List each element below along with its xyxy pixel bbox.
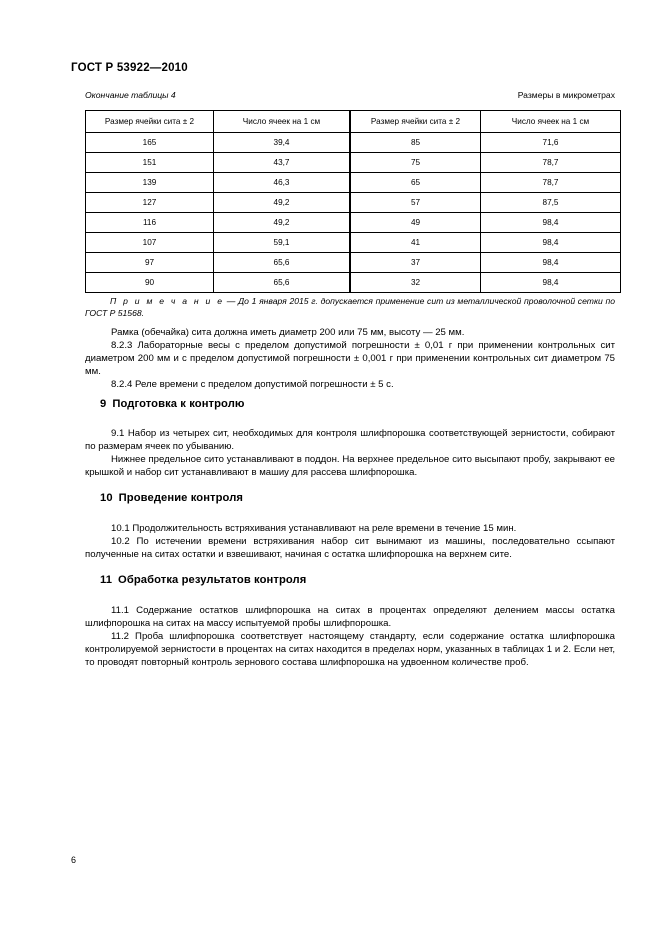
note-dash: — — [224, 296, 239, 306]
cell-mesh-count-2: 78,7 — [481, 153, 621, 173]
section-title-9: Подготовка к контролю — [112, 398, 245, 410]
cell-mesh-size-2: 41 — [350, 233, 481, 253]
cell-mesh-size-1: 151 — [86, 153, 214, 173]
paragraph-frame: Рамка (обечайка) сита должна иметь диаметр 200 или 75 мм, высоту — 25 мм. — [111, 327, 465, 338]
cell-mesh-count-2: 98,4 — [481, 253, 621, 273]
standard-header: ГОСТ Р 53922—2010 — [71, 62, 188, 74]
cell-mesh-count-1: 49,2 — [214, 193, 351, 213]
cell-mesh-size-1: 127 — [86, 193, 214, 213]
table-row — [86, 213, 621, 233]
column-header-mesh-count-1: Число ячеек на 1 см — [214, 111, 351, 133]
cell-mesh-size-1: 139 — [86, 173, 214, 193]
cell-mesh-count-2: 98,4 — [481, 273, 621, 293]
cell-mesh-count-2: 87,5 — [481, 193, 621, 213]
note-label: П р и м е ч а н и е — [110, 296, 225, 306]
table-caption — [85, 90, 615, 100]
section-number-10: 10 — [100, 492, 113, 504]
paragraph-10-1: 10.1 Продолжительность встряхивания устанавливают на реле времени в течение 15 мин. — [111, 523, 517, 534]
cell-mesh-size-1: 97 — [86, 253, 214, 273]
cell-mesh-count-1: 46,3 — [214, 173, 351, 193]
cell-mesh-count-1: 59,1 — [214, 233, 351, 253]
section-number-11: 11 — [100, 574, 113, 586]
table-row — [86, 193, 621, 213]
table-caption-right: Размеры в микрометрах — [517, 90, 615, 100]
cell-mesh-size-2: 75 — [350, 153, 481, 173]
table-head — [86, 111, 621, 133]
column-header-mesh-count-2: Число ячеек на 1 см — [481, 111, 621, 133]
cell-mesh-size-2: 65 — [350, 173, 481, 193]
section-heading-11 — [100, 574, 615, 586]
column-header-mesh-size-1: Размер ячейки сита ± 2 — [86, 111, 214, 133]
cell-mesh-size-1: 107 — [86, 233, 214, 253]
cell-mesh-count-2: 78,7 — [481, 173, 621, 193]
sieve-table-wrapper — [85, 110, 615, 293]
column-header-mesh-size-2: Размер ячейки сита ± 2 — [350, 111, 481, 133]
cell-mesh-count-2: 98,4 — [481, 213, 621, 233]
cell-mesh-size-2: 57 — [350, 193, 481, 213]
table-row — [86, 153, 621, 173]
table-row — [86, 233, 621, 253]
paragraph-8-2-4: 8.2.4 Реле времени с пределом допустимой погрешности ± 5 с. — [111, 379, 394, 390]
section-title-10: Проведение контроля — [118, 492, 244, 504]
cell-mesh-size-2: 32 — [350, 273, 481, 293]
paragraph-11-2: 11.2 Проба шлифпорошка соответствует настоящему стандарту, если содержание остатка шлифпорошка контролируемой зернистости в процентах на ситах находится в пределах норм, указанных в таблицах 1 и 2. Если нет, то проводят повторный контроль зернового состава шлифпорошка на удвоенном количестве проб. — [85, 631, 615, 668]
cell-mesh-count-1: 65,6 — [214, 273, 351, 293]
sieve-table — [85, 110, 621, 293]
table-body — [86, 133, 621, 293]
cell-mesh-size-2: 37 — [350, 253, 481, 273]
cell-mesh-count-1: 49,2 — [214, 213, 351, 233]
cell-mesh-count-1: 43,7 — [214, 153, 351, 173]
paragraph-9-1-b: Нижнее предельное сито устанавливают в поддон. На верхнее предельное сито высыпают пробу, закрывают ее крышкой и набор сит устанавливают в машиу для рассева шлифпорошка. — [85, 454, 615, 478]
cell-mesh-size-2: 85 — [350, 133, 481, 153]
table-row — [86, 273, 621, 293]
paragraph-9-1: 9.1 Набор из четырех сит, необходимых для контроля шлифпорошка соответствующей зернистости, собирают по размерам ячеек по убыванию. — [85, 428, 615, 452]
table-row — [86, 253, 621, 273]
table-header-row — [86, 111, 621, 133]
table-row — [86, 173, 621, 193]
table-row — [86, 133, 621, 153]
cell-mesh-count-1: 65,6 — [214, 253, 351, 273]
page-number: 6 — [71, 855, 77, 865]
section-heading-10 — [100, 492, 615, 504]
cell-mesh-count-2: 71,6 — [481, 133, 621, 153]
section-title-11: Обработка результатов контроля — [118, 574, 307, 586]
cell-mesh-count-2: 98,4 — [481, 233, 621, 253]
paragraph-8-2-3: 8.2.3 Лабораторные весы с пределом допустимой погрешности ± 0,01 г при применении контрольных сит диаметром 200 мм и с пределом допустимой погрешности ± 0,001 г при применении контрольных сит диаметром 75 мм. — [85, 340, 615, 377]
note-text: До 1 января 2015 г. допускается применение сит из металлической проволочной сетки по ГОСТ Р 51568. — [85, 296, 615, 318]
table-note — [85, 296, 615, 319]
section-number-9: 9 — [100, 398, 107, 410]
cell-mesh-size-1: 90 — [86, 273, 214, 293]
cell-mesh-size-2: 49 — [350, 213, 481, 233]
table-caption-left: Окончание таблицы 4 — [85, 90, 176, 100]
cell-mesh-count-1: 39,4 — [214, 133, 351, 153]
cell-mesh-size-1: 165 — [86, 133, 214, 153]
paragraph-11-1: 11.1 Содержание остатков шлифпорошка на ситах в процентах определяют делением массы остатка шлифпорошка на ситах на массу испытуемой пробы шлифпорошка. — [85, 605, 615, 629]
paragraph-10-2: 10.2 По истечении времени встряхивания набор сит вынимают из машины, последовательно ссыпают полученные на ситах остатки и взвешивают, начиная с остатка шлифпорошка на верхнем сите. — [85, 536, 615, 560]
section-heading-9 — [100, 398, 615, 410]
cell-mesh-size-1: 116 — [86, 213, 214, 233]
